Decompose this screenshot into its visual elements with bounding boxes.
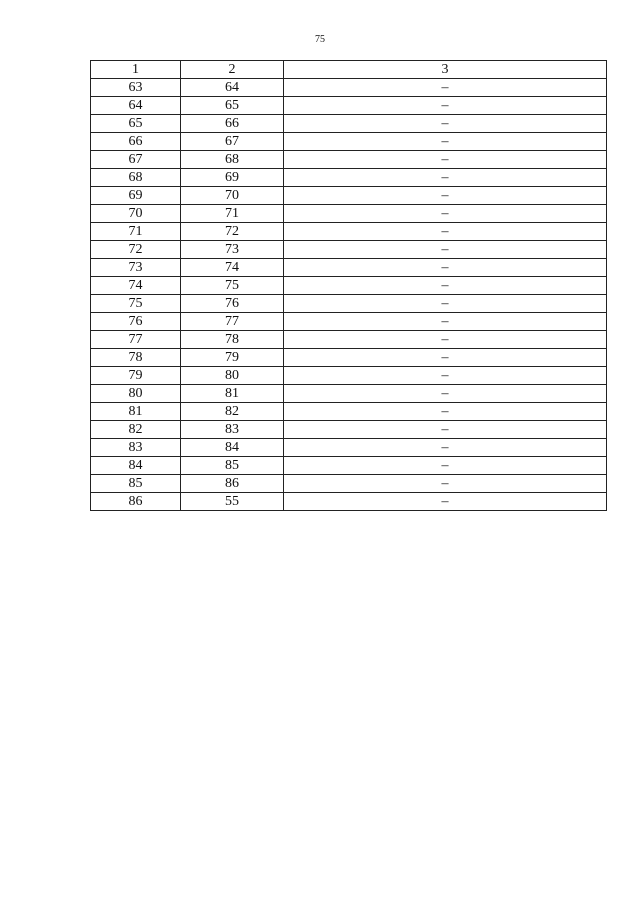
table-row — [91, 151, 607, 169]
table-row — [91, 493, 607, 511]
table-header — [91, 61, 607, 79]
table-cell-col-1: 82 — [91, 421, 181, 439]
table-row — [91, 133, 607, 151]
table-cell-col-1: 83 — [91, 439, 181, 457]
table-row — [91, 421, 607, 439]
table-cell-col-1: 71 — [91, 223, 181, 241]
table-cell-col-2: 64 — [181, 79, 284, 97]
table-cell-col-2: 79 — [181, 349, 284, 367]
table-cell-col-1: 77 — [91, 331, 181, 349]
table-row — [91, 349, 607, 367]
table-cell-col-2: 70 — [181, 187, 284, 205]
table-cell-col-1: 68 — [91, 169, 181, 187]
table-row — [91, 313, 607, 331]
table-body — [91, 79, 607, 511]
table-cell-col-3: – — [284, 277, 607, 295]
table-cell-col-3: – — [284, 115, 607, 133]
column-header-2: 2 — [181, 61, 284, 79]
table-cell-col-2: 83 — [181, 421, 284, 439]
table-cell-col-1: 79 — [91, 367, 181, 385]
table-cell-col-3: – — [284, 151, 607, 169]
column-header-3: 3 — [284, 61, 607, 79]
table-cell-col-2: 86 — [181, 475, 284, 493]
table-cell-col-3: – — [284, 403, 607, 421]
table-cell-col-1: 72 — [91, 241, 181, 259]
data-table — [90, 60, 607, 511]
table-cell-col-3: – — [284, 457, 607, 475]
table-cell-col-3: – — [284, 421, 607, 439]
table-cell-col-2: 76 — [181, 295, 284, 313]
table-cell-col-1: 74 — [91, 277, 181, 295]
table-cell-col-2: 78 — [181, 331, 284, 349]
table-row — [91, 367, 607, 385]
table-cell-col-1: 81 — [91, 403, 181, 421]
table-cell-col-3: – — [284, 439, 607, 457]
table-cell-col-1: 76 — [91, 313, 181, 331]
table-row — [91, 187, 607, 205]
table-row — [91, 277, 607, 295]
table-cell-col-3: – — [284, 187, 607, 205]
table-cell-col-1: 85 — [91, 475, 181, 493]
table-row — [91, 205, 607, 223]
table-cell-col-2: 68 — [181, 151, 284, 169]
table-cell-col-3: – — [284, 241, 607, 259]
table-cell-col-2: 75 — [181, 277, 284, 295]
table-cell-col-3: – — [284, 169, 607, 187]
table-cell-col-2: 82 — [181, 403, 284, 421]
table-cell-col-1: 73 — [91, 259, 181, 277]
table-cell-col-1: 64 — [91, 97, 181, 115]
table-cell-col-3: – — [284, 259, 607, 277]
table-row — [91, 475, 607, 493]
table-cell-col-2: 67 — [181, 133, 284, 151]
page-number: 75 — [315, 34, 325, 45]
table-row — [91, 457, 607, 475]
table-cell-col-2: 72 — [181, 223, 284, 241]
table-cell-col-1: 78 — [91, 349, 181, 367]
table-row — [91, 169, 607, 187]
table-row — [91, 295, 607, 313]
table-cell-col-2: 73 — [181, 241, 284, 259]
table-row — [91, 79, 607, 97]
header-row — [91, 61, 607, 79]
table-cell-col-2: 71 — [181, 205, 284, 223]
table-cell-col-3: – — [284, 97, 607, 115]
table-cell-col-3: – — [284, 331, 607, 349]
table-cell-col-1: 70 — [91, 205, 181, 223]
table-row — [91, 331, 607, 349]
table-row — [91, 259, 607, 277]
table-cell-col-2: 55 — [181, 493, 284, 511]
table-cell-col-3: – — [284, 223, 607, 241]
table-cell-col-3: – — [284, 313, 607, 331]
table-cell-col-1: 75 — [91, 295, 181, 313]
table-cell-col-1: 86 — [91, 493, 181, 511]
table-cell-col-3: – — [284, 79, 607, 97]
table-cell-col-1: 69 — [91, 187, 181, 205]
table-row — [91, 385, 607, 403]
table-cell-col-3: – — [284, 493, 607, 511]
table-cell-col-1: 80 — [91, 385, 181, 403]
table-row — [91, 241, 607, 259]
table-cell-col-2: 81 — [181, 385, 284, 403]
table-cell-col-3: – — [284, 133, 607, 151]
table-cell-col-2: 65 — [181, 97, 284, 115]
table-row — [91, 115, 607, 133]
table-cell-col-1: 63 — [91, 79, 181, 97]
table-cell-col-2: 66 — [181, 115, 284, 133]
table-cell-col-1: 65 — [91, 115, 181, 133]
column-header-1: 1 — [91, 61, 181, 79]
table-cell-col-3: – — [284, 385, 607, 403]
table-cell-col-3: – — [284, 349, 607, 367]
table-cell-col-3: – — [284, 475, 607, 493]
table-cell-col-2: 85 — [181, 457, 284, 475]
table-cell-col-3: – — [284, 367, 607, 385]
table-cell-col-2: 77 — [181, 313, 284, 331]
table-row — [91, 403, 607, 421]
table-cell-col-1: 84 — [91, 457, 181, 475]
table-cell-col-2: 84 — [181, 439, 284, 457]
table-cell-col-2: 80 — [181, 367, 284, 385]
table-row — [91, 223, 607, 241]
table-cell-col-3: – — [284, 295, 607, 313]
table-row — [91, 97, 607, 115]
table-cell-col-2: 69 — [181, 169, 284, 187]
table-cell-col-1: 66 — [91, 133, 181, 151]
table-cell-col-3: – — [284, 205, 607, 223]
table-cell-col-2: 74 — [181, 259, 284, 277]
table-cell-col-1: 67 — [91, 151, 181, 169]
table-row — [91, 439, 607, 457]
